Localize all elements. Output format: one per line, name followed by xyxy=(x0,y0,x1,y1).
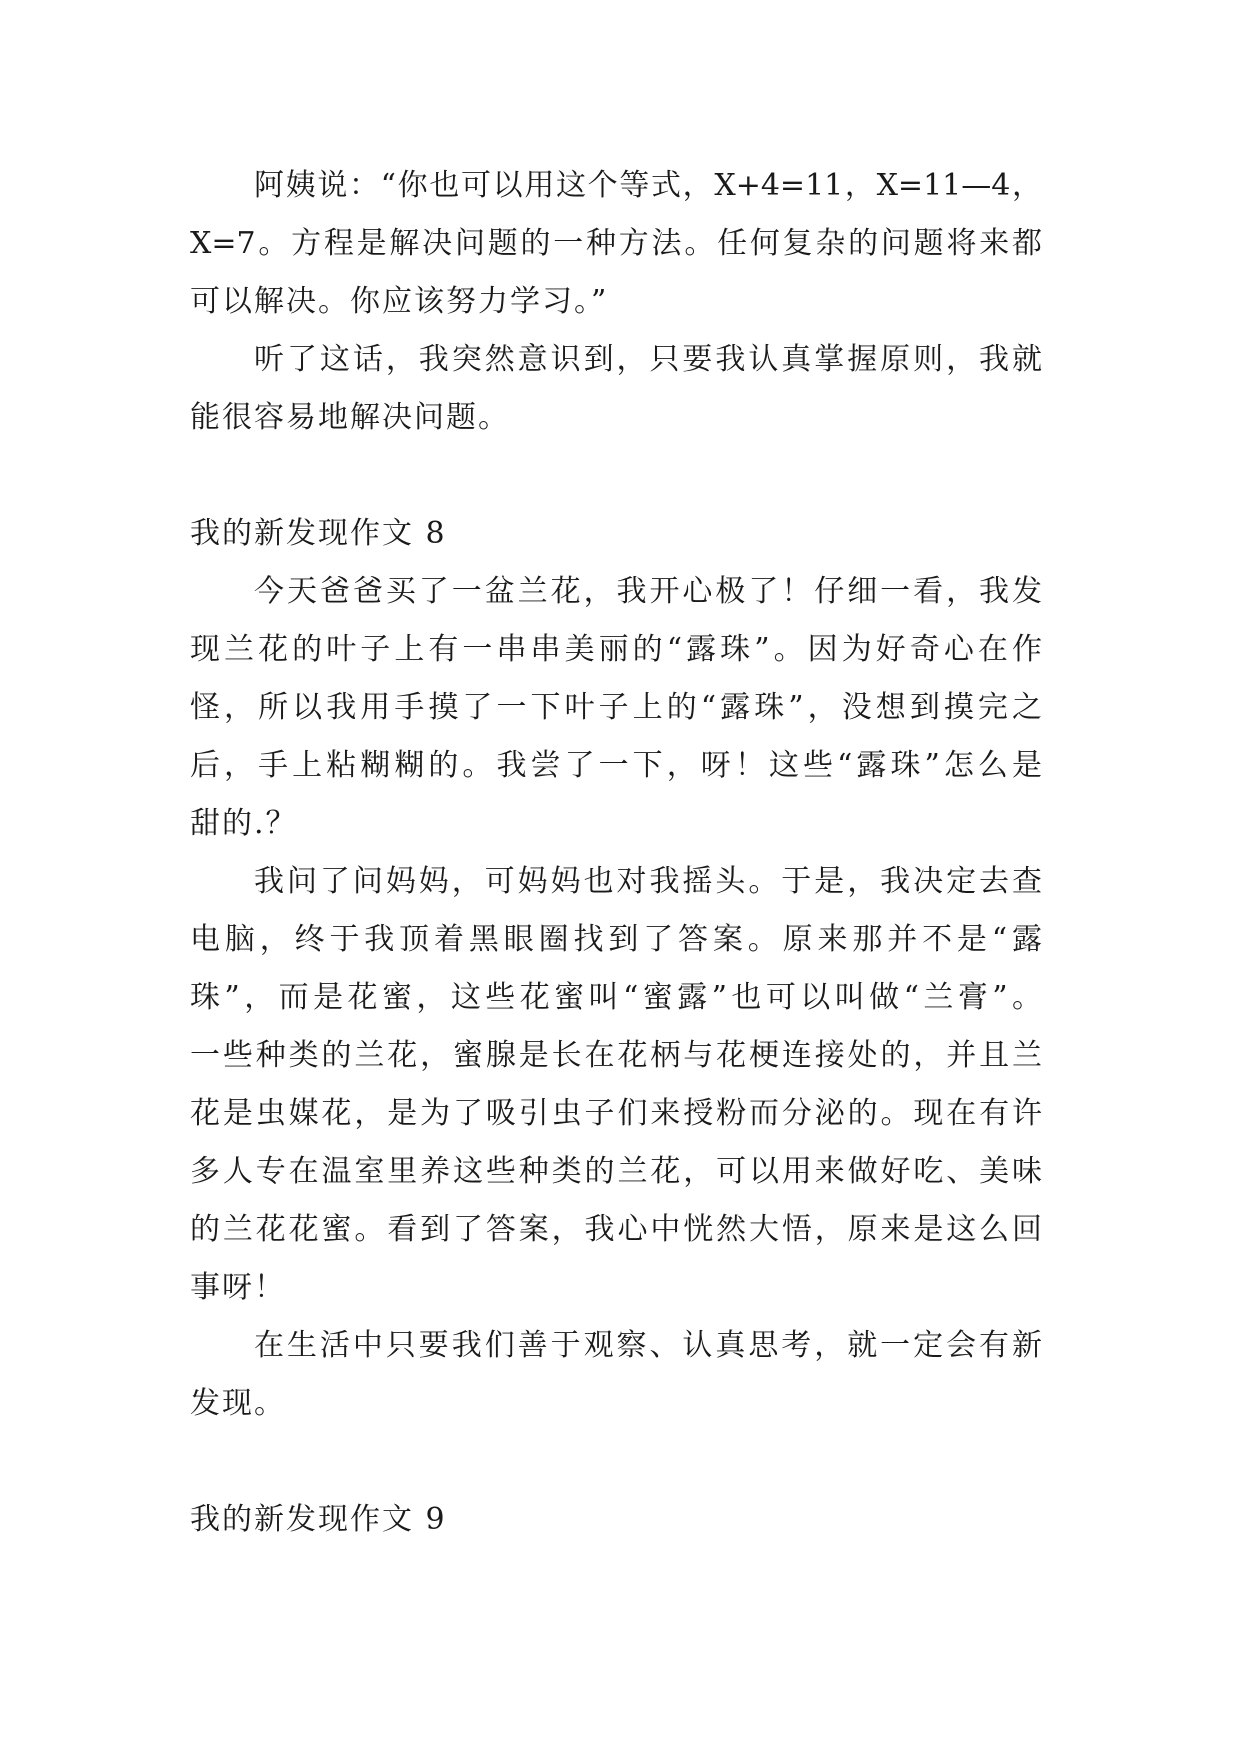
paragraph-line: 我问了问妈妈，可妈妈也对我摇头。于是，我决定去查 xyxy=(254,864,1042,899)
paragraph-line: 今天爸爸买了一盆兰花，我开心极了！仔细一看，我发 xyxy=(254,574,1042,609)
paragraph-line: 事呀！ xyxy=(190,1270,286,1305)
paragraph-line: 发现。 xyxy=(190,1386,286,1421)
paragraph-line: 听了这话，我突然意识到，只要我认真掌握原则，我就 xyxy=(254,342,1042,377)
paragraph-line: X=7。方程是解决问题的一种方法。任何复杂的问题将来都 xyxy=(190,226,1042,261)
paragraph-line: 的兰花花蜜。看到了答案，我心中恍然大悟，原来是这么回 xyxy=(190,1212,1042,1247)
paragraph-line: 在生活中只要我们善于观察、认真思考，就一定会有新 xyxy=(254,1328,1042,1363)
paragraph-line: 一些种类的兰花，蜜腺是长在花柄与花梗连接处的，并且兰 xyxy=(190,1038,1042,1073)
paragraph-line: 甜的.？ xyxy=(190,806,298,841)
paragraph-line: 花是虫媒花，是为了吸引虫子们来授粉而分泌的。现在有许 xyxy=(190,1096,1042,1131)
essay-title: 我的新发现作文 8 xyxy=(190,516,447,551)
paragraph-line: 电脑，终于我顶着黑眼圈找到了答案。原来那并不是“露 xyxy=(190,922,1042,957)
paragraph-line: 现兰花的叶子上有一串串美丽的“露珠”。因为好奇心在作 xyxy=(190,632,1042,667)
paragraph-line: 后，手上粘糊糊的。我尝了一下，呀！这些“露珠”怎么是 xyxy=(190,748,1042,783)
paragraph-line: 阿姨说：“你也可以用这个等式，X+4=11，X=11—4， xyxy=(254,168,1042,203)
paragraph-line: 珠”，而是花蜜，这些花蜜叫“蜜露”也可以叫做“兰膏”。 xyxy=(190,980,1042,1015)
paragraph-line: 怪，所以我用手摸了一下叶子上的“露珠”，没想到摸完之 xyxy=(190,690,1042,725)
paragraph-line: 多人专在温室里养这些种类的兰花，可以用来做好吃、美味 xyxy=(190,1154,1042,1189)
paragraph-line: 能很容易地解决问题。 xyxy=(190,400,510,435)
paragraph-line: 可以解决。你应该努力学习。” xyxy=(190,284,609,319)
essay-title: 我的新发现作文 9 xyxy=(190,1502,447,1537)
